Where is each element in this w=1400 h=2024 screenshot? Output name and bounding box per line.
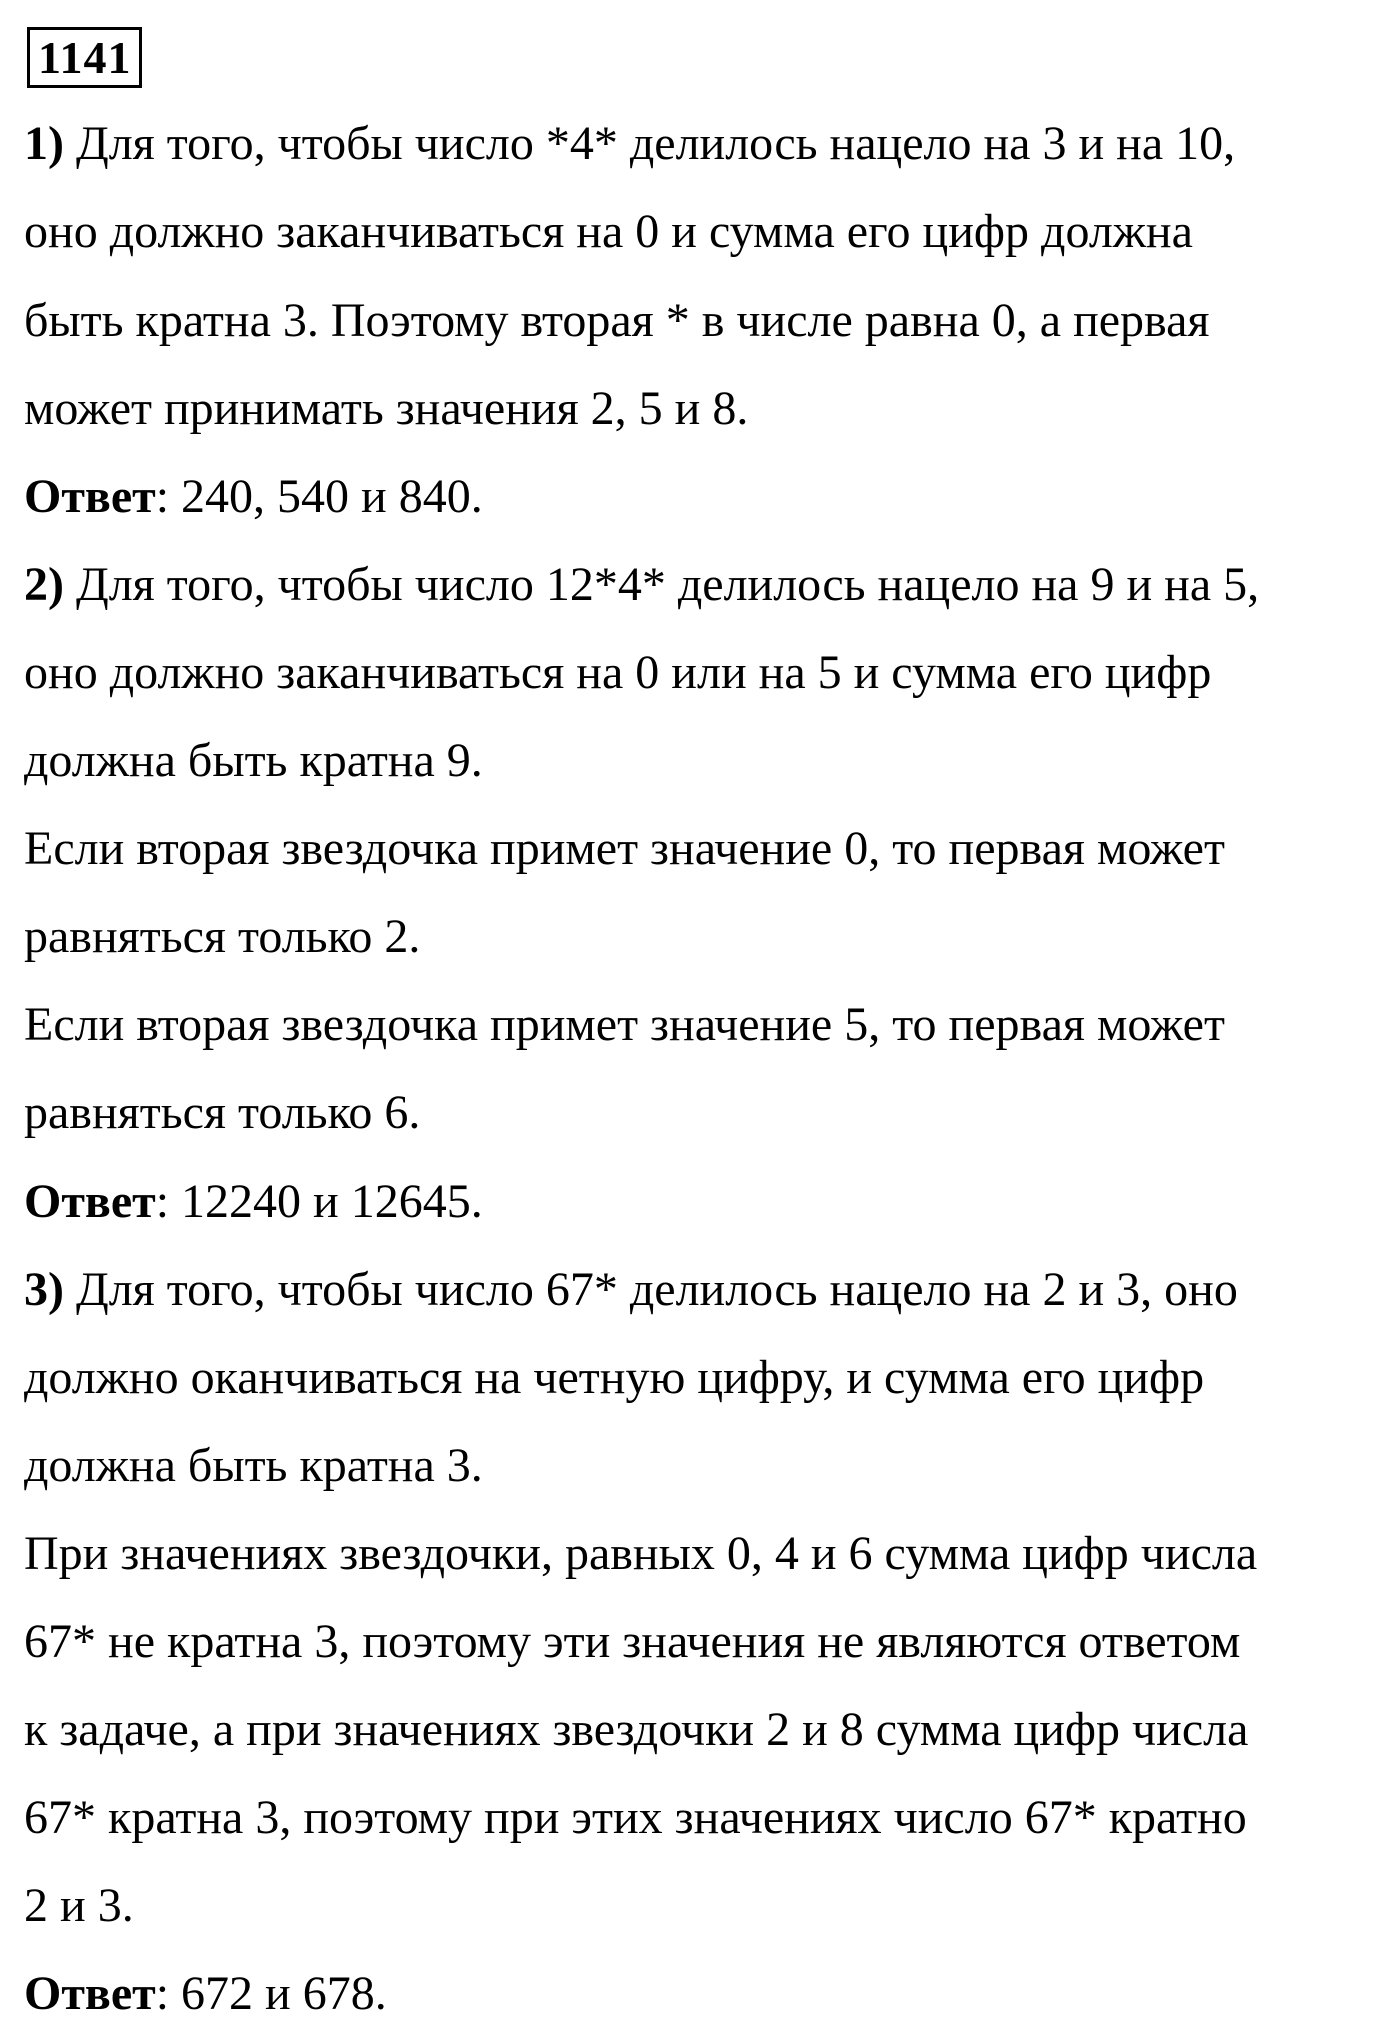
part-1-line-3: быть кратна 3. Поэтому вторая * в числе равна 0, а первая: [24, 294, 1210, 347]
part-2-line-3: должна быть кратна 9.: [24, 734, 483, 787]
part-1-answer: [24, 467, 483, 527]
part-1-text: Для того, чтобы число *4* делилось нацело на 3 и на 10,: [75, 117, 1236, 170]
part-2-text: Для того, чтобы число 12*4* делилось нацело на 9 и на 5,: [75, 558, 1260, 611]
part-1-line-2: оно должно заканчиваться на 0 и сумма его цифр должна: [24, 205, 1193, 258]
part-3-line-6: к задаче, а при значениях звездочки 2 и 8 сумма цифр числа: [24, 1703, 1249, 1756]
task-number-box: 1141: [27, 27, 142, 88]
part-3-answer: [24, 1964, 387, 2024]
part-3-line-2: должно оканчиваться на четную цифру, и сумма его цифр: [24, 1351, 1205, 1404]
part-3-line-3: должна быть кратна 3.: [24, 1439, 483, 1492]
part-3-text: Для того, чтобы число 67* делилось нацело на 2 и 3, оно: [75, 1263, 1238, 1316]
part-2-line-4: Если вторая звездочка примет значение 0, то первая может: [24, 822, 1225, 875]
part-2-line-5: равняться только 2.: [24, 910, 421, 963]
part-2-answer: [24, 1172, 483, 1232]
part-3-line-8: 2 и 3.: [24, 1879, 134, 1932]
part-2-line-1: [24, 555, 1259, 615]
part-2-line-2: оно должно заканчиваться на 0 или на 5 и сумма его цифр: [24, 646, 1212, 699]
part-1-label: 1): [24, 117, 64, 170]
answer-label: Ответ: [24, 1175, 156, 1228]
part-1-line-1: [24, 114, 1235, 174]
part-3-line-1: [24, 1260, 1238, 1320]
part-3-line-7: 67* кратна 3, поэтому при этих значениях число 67* кратно: [24, 1791, 1247, 1844]
part-3-line-4: При значениях звездочки, равных 0, 4 и 6 сумма цифр числа: [24, 1527, 1258, 1580]
part-3-answer-value: : 672 и 678.: [155, 1967, 387, 2020]
part-2-line-7: равняться только 6.: [24, 1086, 421, 1139]
part-1-answer-value: : 240, 540 и 840.: [155, 470, 483, 523]
part-3-label: 3): [24, 1263, 64, 1316]
part-2-label: 2): [24, 558, 64, 611]
part-3-line-5: 67* не кратна 3, поэтому эти значения не являются ответом: [24, 1615, 1241, 1668]
answer-label: Ответ: [24, 470, 156, 523]
part-2-answer-value: : 12240 и 12645.: [155, 1175, 483, 1228]
part-2-line-6: Если вторая звездочка примет значение 5, то первая может: [24, 998, 1225, 1051]
answer-label: Ответ: [24, 1967, 156, 2020]
part-1-line-4: может принимать значения 2, 5 и 8.: [24, 382, 749, 435]
